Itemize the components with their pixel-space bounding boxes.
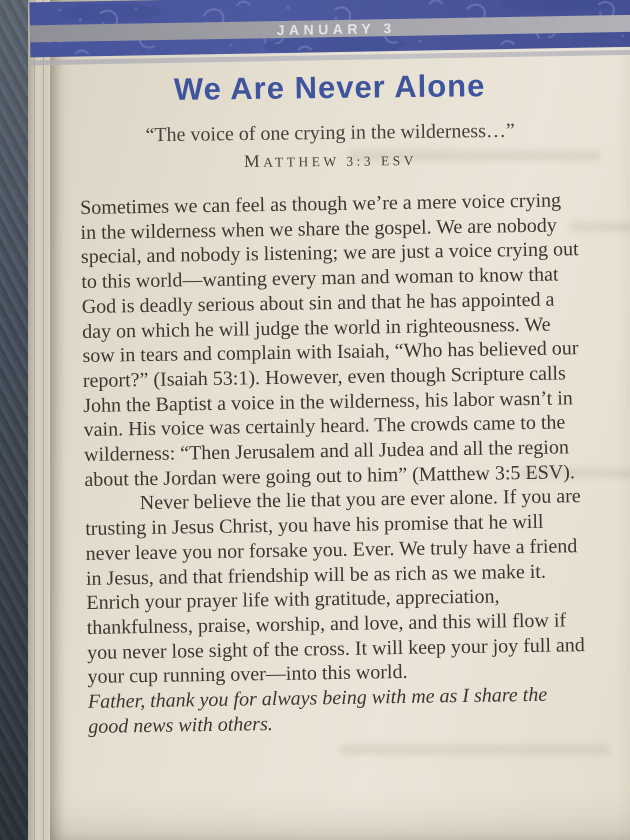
scripture-quote: “The voice of one crying in the wilderness…”	[145, 119, 515, 147]
bleed-through-smudge	[340, 744, 610, 755]
prayer-text: Father, thank you for always being with me as I share the good news with others.	[87, 683, 548, 738]
page-content	[80, 0, 585, 739]
body-paragraph: Sometimes we can feel as though we’re a mere voice crying in the wilderness when we share the gospel. We are nobody special, and nobody is listening; we are just a voice crying out to this world—wanting every man and woman to know that God is deadly serious about sin and that he has appointed a day on which he will judge the world in righteousness. We sow in tears and complain with Isaiah, “Who has believed our report?” (Isaiah 53:1). However, even though Scripture calls John the Baptist a voice in the wilderness, his labor wasn’t in vain. His voice was certainly heard. The crowds came to the wilderness: “Then Jerusalem and all Judea and all the region about the Jordan were going out to him” (Matthew 3:5 ESV).	[80, 189, 579, 491]
page-title: We Are Never Alone	[173, 68, 486, 107]
masthead	[79, 67, 580, 174]
book-cover-spine	[0, 0, 28, 840]
scripture-reference: MATTHEW 3:3 ESV	[243, 150, 417, 172]
date-label: JANUARY 3	[276, 19, 396, 38]
body-paragraph: Never believe the lie that you are ever alone. If you are trusting in Jesus Christ, you have his promise that he will never leave you nor forsake you. Ever. We truly have a friend in Jesus, and that friendship will be as rich as we make it. Enrich your prayer life with gratitude, appreciation, thankfulness, praise, worship, and love, and this will flow if you never lose sight of the cross. It will keep your joy full and your cup running over—into this world.	[85, 485, 585, 689]
devotional-body	[80, 188, 588, 739]
